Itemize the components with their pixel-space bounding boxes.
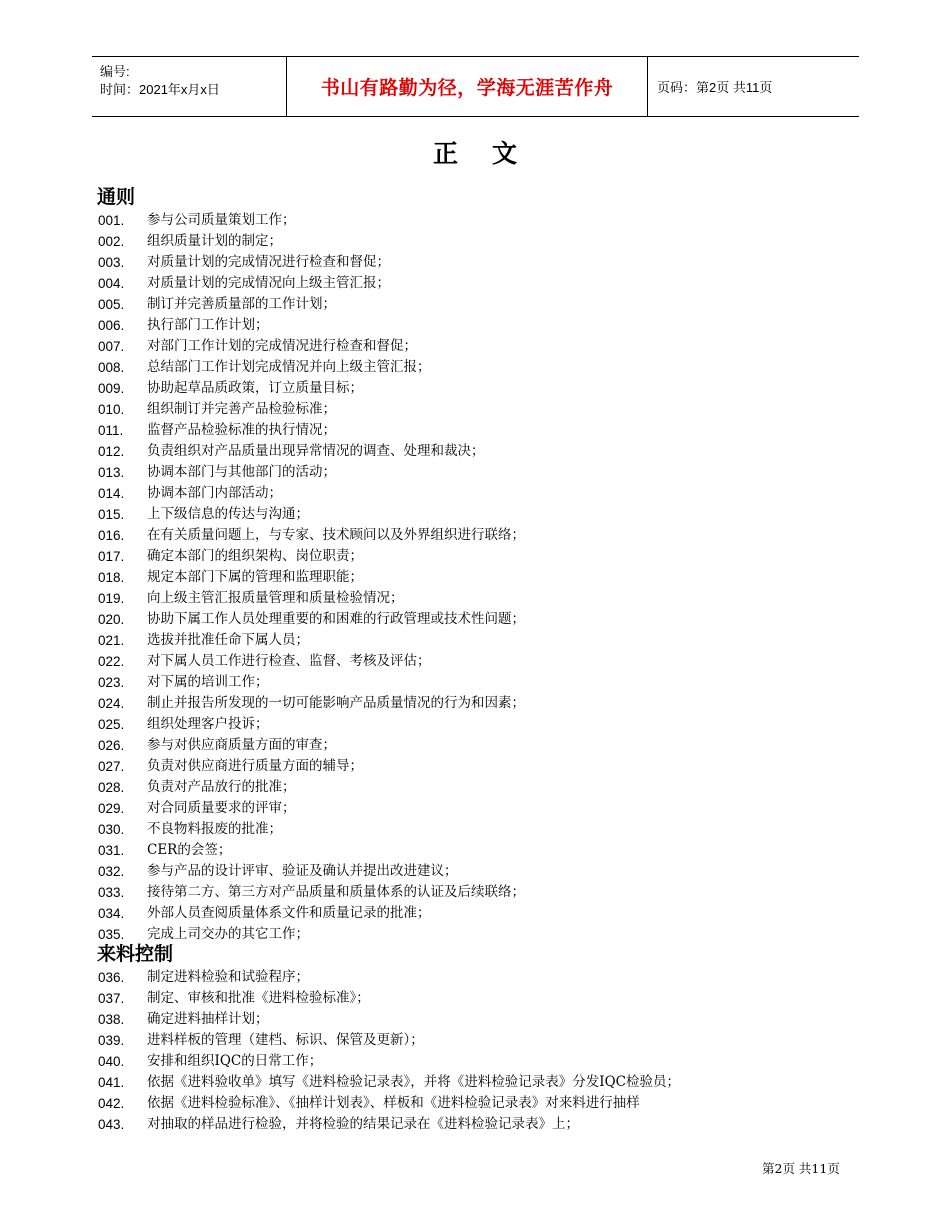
item-number: 025. bbox=[98, 717, 125, 732]
item-number: 032. bbox=[98, 864, 125, 879]
item-text: CER的会签； bbox=[147, 842, 232, 858]
item-text: 规定本部门下属的管理和监理职能； bbox=[147, 569, 363, 585]
header-page-label: 页码：第2页 共11页 bbox=[657, 80, 773, 95]
number-label: 编号: bbox=[100, 64, 130, 79]
document-title: 正文 bbox=[432, 139, 551, 168]
item-number: 038. bbox=[98, 1012, 125, 1027]
item-text: 进料样板的管理（建档、标识、保管及更新）； bbox=[147, 1032, 424, 1048]
item-number: 035. bbox=[98, 927, 125, 942]
item-number: 026. bbox=[98, 738, 125, 753]
item-number: 036. bbox=[98, 970, 125, 985]
item-text: 制定进料检验和试验程序； bbox=[147, 969, 309, 985]
item-number: 008. bbox=[98, 360, 125, 375]
item-text: 协调本部门内部活动； bbox=[147, 485, 282, 501]
item-number: 020. bbox=[98, 612, 125, 627]
item-text: 接待第二方、第三方对产品质量和质量体系的认证及后续联络； bbox=[147, 884, 525, 900]
time-label: 时间：2021年x月x日 bbox=[100, 82, 220, 97]
item-number: 017. bbox=[98, 549, 125, 564]
item-number: 024. bbox=[98, 696, 125, 711]
item-text: 协调本部门与其他部门的活动； bbox=[147, 464, 336, 480]
item-text: 组织质量计划的制定； bbox=[147, 233, 282, 249]
item-text: 负责对供应商进行质量方面的辅导； bbox=[147, 758, 363, 774]
item-text: 对下属的培训工作； bbox=[147, 674, 269, 690]
item-number: 039. bbox=[98, 1033, 125, 1048]
item-text: 在有关质量问题上，与专家、技术顾问以及外界组织进行联络； bbox=[147, 527, 525, 543]
item-text: 执行部门工作计划； bbox=[147, 317, 269, 333]
item-number: 004. bbox=[98, 276, 125, 291]
item-text: 选拔并批准任命下属人员； bbox=[147, 632, 309, 648]
item-text: 参与对供应商质量方面的审查； bbox=[147, 737, 336, 753]
item-text: 不良物料报废的批准； bbox=[147, 821, 282, 837]
item-text: 完成上司交办的其它工作； bbox=[147, 926, 309, 942]
item-text: 依据《进料验收单》填写《进料检验记录表》，并将《进料检验记录表》分发IQC检验员； bbox=[147, 1074, 680, 1090]
item-text: 协助下属工作人员处理重要的和困难的行政管理或技术性问题； bbox=[147, 611, 525, 627]
page-header bbox=[92, 56, 859, 117]
item-number: 005. bbox=[98, 297, 125, 312]
item-number: 007. bbox=[98, 339, 125, 354]
item-number: 037. bbox=[98, 991, 125, 1006]
item-text: 确定本部门的组织架构、岗位职责； bbox=[147, 548, 363, 564]
item-number: 040. bbox=[98, 1054, 125, 1069]
item-text: 参与公司质量策划工作； bbox=[147, 212, 296, 228]
item-number: 019. bbox=[98, 591, 125, 606]
item-number: 003. bbox=[98, 255, 125, 270]
item-text: 安排和组织IQC的日常工作； bbox=[147, 1053, 323, 1069]
section-heading: 通则 bbox=[97, 186, 136, 208]
page-footer: 第2页 共11页 bbox=[762, 1161, 840, 1176]
item-text: 确定进料抽样计划； bbox=[147, 1011, 269, 1027]
item-number: 021. bbox=[98, 633, 125, 648]
item-number: 018. bbox=[98, 570, 125, 585]
item-number: 013. bbox=[98, 465, 125, 480]
item-number: 011. bbox=[98, 423, 124, 438]
item-number: 010. bbox=[98, 402, 125, 417]
item-text: 总结部门工作计划完成情况并向上级主管汇报； bbox=[147, 359, 431, 375]
item-number: 027. bbox=[98, 759, 125, 774]
item-number: 015. bbox=[98, 507, 125, 522]
item-number: 033. bbox=[98, 885, 125, 900]
item-text: 向上级主管汇报质量管理和质量检验情况； bbox=[147, 590, 404, 606]
section-heading: 来料控制 bbox=[97, 943, 174, 965]
item-number: 029. bbox=[98, 801, 125, 816]
item-text: 参与产品的设计评审、验证及确认并提出改进建议； bbox=[147, 863, 458, 879]
item-text: 对抽取的样品进行检验，并将检验的结果记录在《进料检验记录表》上； bbox=[147, 1116, 579, 1132]
item-number: 009. bbox=[98, 381, 125, 396]
item-text: 制定、审核和批准《进料检验标准》； bbox=[147, 990, 370, 1006]
item-number: 030. bbox=[98, 822, 125, 837]
item-number: 016. bbox=[98, 528, 125, 543]
item-number: 034. bbox=[98, 906, 125, 921]
header-motto: 书山有路勤为径，学海无涯苦作舟 bbox=[320, 77, 614, 99]
item-text: 对质量计划的完成情况进行检查和督促； bbox=[147, 254, 390, 270]
item-text: 依据《进料检验标准》、《抽样计划表》、样板和《进料检验记录表》对来料进行抽样 bbox=[147, 1095, 640, 1111]
item-text: 监督产品检验标准的执行情况； bbox=[147, 422, 336, 438]
item-number: 041. bbox=[98, 1075, 125, 1090]
item-text: 外部人员查阅质量体系文件和质量记录的批准； bbox=[147, 905, 431, 921]
item-number: 001. bbox=[98, 213, 125, 228]
item-number: 012. bbox=[98, 444, 125, 459]
item-number: 006. bbox=[98, 318, 125, 333]
item-number: 043. bbox=[98, 1117, 125, 1132]
item-number: 022. bbox=[98, 654, 125, 669]
item-text: 对下属人员工作进行检查、监督、考核及评估； bbox=[147, 653, 431, 669]
item-text: 对部门工作计划的完成情况进行检查和督促； bbox=[147, 338, 417, 354]
item-number: 023. bbox=[98, 675, 125, 690]
item-number: 002. bbox=[98, 234, 125, 249]
item-text: 负责组织对产品质量出现异常情况的调查、处理和裁决； bbox=[147, 443, 485, 459]
item-text: 组织制订并完善产品检验标准； bbox=[147, 401, 336, 417]
item-text: 制订并完善质量部的工作计划； bbox=[147, 296, 336, 312]
item-number: 014. bbox=[98, 486, 125, 501]
item-text: 对质量计划的完成情况向上级主管汇报； bbox=[147, 275, 390, 291]
item-text: 上下级信息的传达与沟通； bbox=[147, 506, 309, 522]
item-number: 042. bbox=[98, 1096, 125, 1111]
item-number: 028. bbox=[98, 780, 125, 795]
item-text: 制止并报告所发现的一切可能影响产品质量情况的行为和因素； bbox=[147, 695, 525, 711]
item-text: 对合同质量要求的评审； bbox=[147, 800, 296, 816]
item-text: 组织处理客户投诉； bbox=[147, 716, 269, 732]
header-meta bbox=[92, 57, 286, 116]
item-number: 031. bbox=[98, 843, 125, 858]
item-text: 负责对产品放行的批准； bbox=[147, 779, 296, 795]
item-text: 协助起草品质政策，订立质量目标； bbox=[147, 380, 363, 396]
